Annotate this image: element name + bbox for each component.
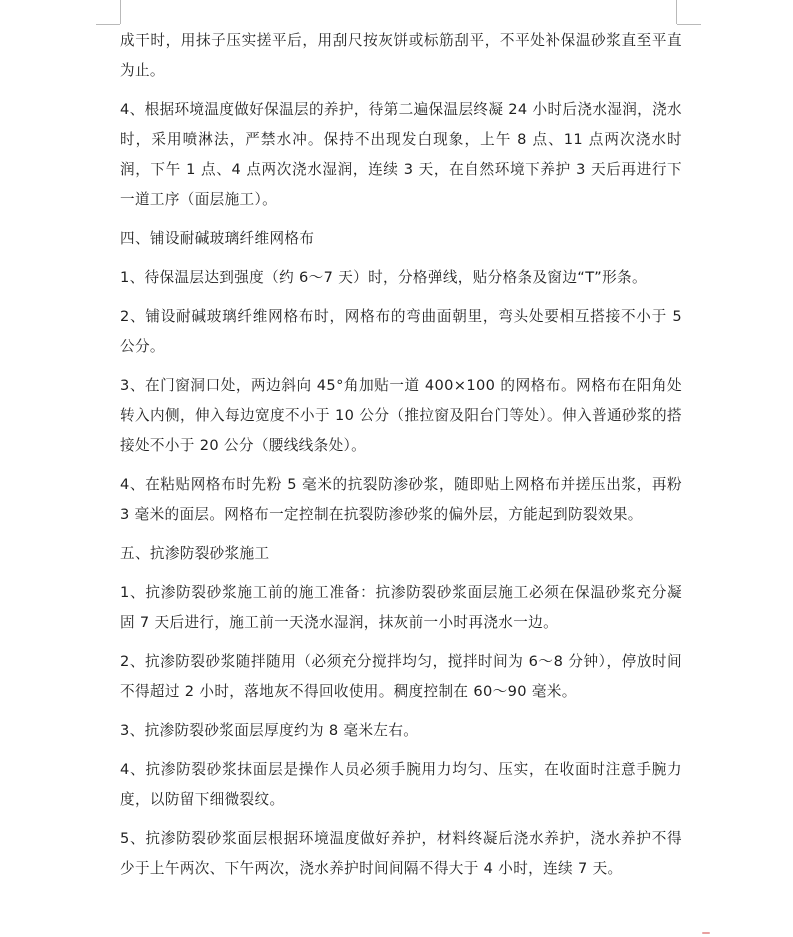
document-body bbox=[120, 26, 682, 893]
paragraph-mortar-step-4: 4、抗渗防裂砂浆抹面层是操作人员必须手腕用力均匀、压实，在收面时注意手腕力度，以防留下细微裂纹。 bbox=[120, 761, 682, 808]
crop-mark-top-right-vertical bbox=[676, 0, 677, 24]
page-corner-mark bbox=[702, 932, 710, 934]
paragraph-mortar-step-5: 5、抗渗防裂砂浆面层根据环境温度做好养护，材料终凝后浇水养护，浇水养护不得少于上午两次、下午两次，浇水养护时间间隔不得大于 4 小时，连续 7 天。 bbox=[120, 830, 682, 877]
paragraph-insulation-curing: 4、根据环境温度做好保温层的养护，待第二遍保温层终凝 24 小时后浇水湿润，浇水时，采用喷淋法，严禁水冲。保持不出现发白现象，上午 8 点、11 点两次浇水时润，下午 1 点、4 点两次浇水湿润，连续 3 天，在自然环境下养护 3 天后再进行下一道工序（面层施工）。 bbox=[120, 101, 682, 208]
crop-mark-top-right-horizontal bbox=[677, 24, 701, 25]
section-heading-mesh: 四、铺设耐碱玻璃纤维网格布 bbox=[120, 230, 315, 247]
paragraph-mortar-step-3: 3、抗渗防裂砂浆面层厚度约为 8 毫米左右。 bbox=[120, 722, 419, 739]
paragraph-mesh-step-2: 2、铺设耐碱玻璃纤维网格布时，网格布的弯曲面朝里，弯头处要相互搭接不小于 5 公分。 bbox=[120, 308, 682, 355]
crop-mark-top-left-horizontal bbox=[96, 24, 120, 25]
section-heading-mortar: 五、抗渗防裂砂浆施工 bbox=[120, 545, 270, 562]
paragraph-mesh-step-1: 1、待保温层达到强度（约 6～7 天）时，分格弹线，贴分格条及窗边“T”形条。 bbox=[120, 269, 647, 286]
crop-mark-top-left-vertical bbox=[120, 0, 121, 24]
paragraph-insulation-leveling: 成干时，用抹子压实搓平后，用刮尺按灰饼或标筋刮平，不平处补保温砂浆直至平直为止。 bbox=[120, 32, 682, 79]
paragraph-mortar-step-1: 1、抗渗防裂砂浆施工前的施工准备：抗渗防裂砂浆面层施工必须在保温砂浆充分凝固 7 天后进行，施工前一天浇水湿润，抹灰前一小时再浇水一边。 bbox=[120, 584, 682, 631]
paragraph-mortar-step-2: 2、抗渗防裂砂浆随拌随用（必须充分搅拌均匀，搅拌时间为 6～8 分钟），停放时间不得超过 2 小时，落地灰不得回收使用。稠度控制在 60～90 毫米。 bbox=[120, 653, 682, 700]
paragraph-mesh-step-4: 4、在粘贴网格布时先粉 5 毫米的抗裂防渗砂浆，随即贴上网格布并搓压出浆，再粉 3 毫米的面层。网格布一定控制在抗裂防渗砂浆的偏外层，方能起到防裂效果。 bbox=[120, 476, 682, 523]
paragraph-mesh-step-3: 3、在门窗洞口处，两边斜向 45°角加贴一道 400×100 的网格布。网格布在阳角处转入内侧，伸入每边宽度不小于 10 公分（推拉窗及阳台门等处）。伸入普通砂浆的搭接处不小于 20 公分（腰线线条处）。 bbox=[120, 377, 682, 454]
